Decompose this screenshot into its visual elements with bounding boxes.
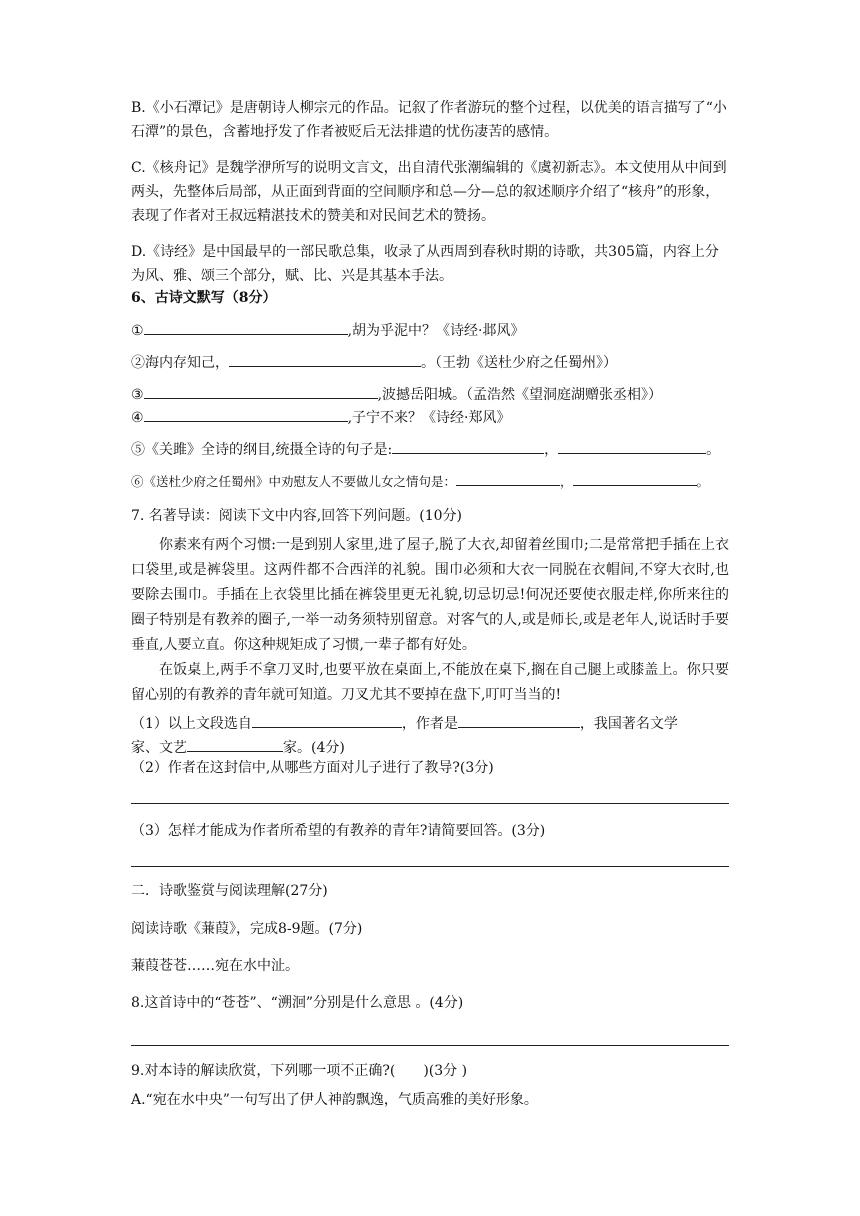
q6-line-3: ③ ,波撼岳阳城。（孟浩然《望洞庭湖赠张丞相》） bbox=[131, 382, 729, 407]
q7-passage-2: 在饭桌上,两手不拿刀叉时,也要平放在桌面上,不能放在桌下,搁在自己腿上或膝盖上。你只要留心别的有教养的青年就可知道。刀叉尤其不要掉在盘下,叮叮当当的! bbox=[131, 662, 729, 703]
blank[interactable] bbox=[187, 735, 283, 752]
blank[interactable] bbox=[144, 318, 348, 335]
blank[interactable] bbox=[558, 437, 706, 454]
section2-intro: 阅读诗歌《蒹葭》，完成8-9题。(7分) bbox=[131, 921, 363, 937]
q6-title: 6、古诗文默写（8分） bbox=[131, 290, 277, 306]
q6-line-5: ⑤《关雎》全诗的纲目,统摄全诗的句子是: ， 。 bbox=[131, 437, 729, 462]
q7-passage-1: 你素来有两个习惯:一是到别人家里,进了屋子,脱了大衣,却留着丝围巾;二是常常把手插在上衣口袋里,或是裤袋里。这两件都不合西洋的礼貌。围巾必须和大衣一同脱在衣帽间,不穿大衣时,也要除去围巾。手插在上衣袋里比插在裤袋里更无礼貌,切忌切忌!何况还要使衣服走样,你所来往的圈子特别是有教养的圈子,一举一动务须特别留意。对客气的人,或是师长,或是老年人,说话时手要垂直,人要立直。你这种规矩成了习惯,一辈子都有好处。 bbox=[131, 537, 729, 653]
q6-line-1: ① ,胡为乎泥中？《诗经·邶风》 bbox=[131, 318, 729, 343]
q6-line-6: ⑥《送杜少府之任蜀州》中劝慰友人不要做儿女之情句是： ， 。 bbox=[131, 469, 729, 494]
section2-title: 二．诗歌鉴赏与阅读理解(27分) bbox=[131, 883, 328, 899]
blank[interactable] bbox=[573, 469, 697, 486]
blank[interactable] bbox=[252, 711, 402, 728]
q6-line-4: ④ ,子宁不来？《诗经·郑风》 bbox=[131, 405, 729, 430]
answer-line[interactable] bbox=[131, 1045, 729, 1046]
q7-sub3: （3）怎样才能成为作者所希望的有教养的青年?请简要回答。(3分) bbox=[131, 823, 546, 839]
blank[interactable] bbox=[392, 437, 544, 454]
answer-line[interactable] bbox=[131, 866, 729, 867]
blank[interactable] bbox=[458, 711, 580, 728]
q7-sub1-line2: 家、文艺 家。(4分) bbox=[131, 735, 729, 760]
q8: 8.这首诗中的“苍苍”、“溯洄”分别是什么意思 。(4分) bbox=[131, 995, 464, 1011]
option-b: B.《小石潭记》是唐朝诗人柳宗元的作品。记叙了作者游玩的整个过程，以优美的语言描写了“小石潭”的景色，含蓄地抒发了作者被贬后无法排遣的忧伤凄苦的感情。 bbox=[131, 100, 727, 140]
q9: 9.对本诗的解读欣赏，下列哪一项不正确?( )(3分 ) bbox=[131, 1063, 468, 1079]
q9-option-a: A.“宛在水中央”一句写出了伊人神韵飘逸，气质高雅的美好形象。 bbox=[131, 1092, 538, 1108]
blank[interactable] bbox=[229, 350, 421, 367]
blank[interactable] bbox=[144, 382, 378, 399]
q7-sub1-line1: （1）以上文段选自 ，作者是 ，我国著名文学 bbox=[131, 711, 729, 736]
blank[interactable] bbox=[144, 405, 348, 422]
q6-line-2: ②海内存知己， 。（王勃《送杜少府之任蜀州》） bbox=[131, 350, 729, 375]
option-d: D.《诗经》是中国最早的一部民歌总集，收录了从西周到春秋时期的诗歌，共305篇，内容上分为风、雅、颂三个部分，赋、比、兴是其基本手法。 bbox=[131, 244, 719, 284]
answer-line[interactable] bbox=[131, 803, 729, 804]
poem-excerpt: 蒹葭苍苍……宛在水中沚。 bbox=[131, 958, 299, 974]
option-c: C.《核舟记》是魏学洢所写的说明文言文，出自清代张潮编辑的《虞初新志》。本文使用从中间到两头，先整体后局部，从正面到背面的空间顺序和总—分—总的叙述顺序介绍了“核舟”的形象，表现了作者对王叔远精湛技术的赞美和对民间艺术的赞扬。 bbox=[131, 160, 727, 224]
q7-title: 7. 名著导读：阅读下文中内容,回答下列问题。(10分) bbox=[131, 508, 462, 524]
q7-sub2: （2）作者在这封信中,从哪些方面对儿子进行了教导?(3分) bbox=[131, 760, 494, 776]
blank[interactable] bbox=[456, 469, 560, 486]
